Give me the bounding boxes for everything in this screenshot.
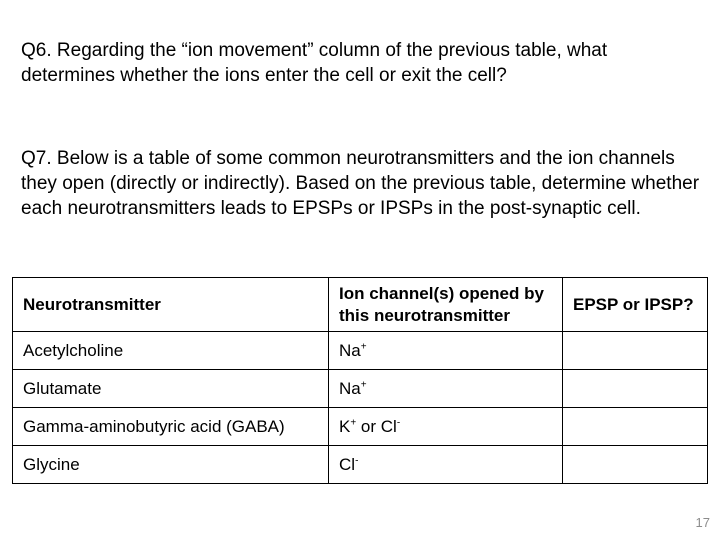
neurotransmitter-name: Glutamate xyxy=(13,370,329,408)
ion-joiner: or xyxy=(356,416,381,436)
table-row xyxy=(13,408,708,446)
epsp-ipsp-answer-cell[interactable] xyxy=(563,408,708,446)
page-number: 17 xyxy=(695,515,710,530)
ion-channel-cell xyxy=(329,332,563,370)
table-header-row xyxy=(13,278,708,332)
neurotransmitter-name: Acetylcholine xyxy=(13,332,329,370)
ion-channel-cell xyxy=(329,408,563,446)
ion-charge: + xyxy=(360,340,367,352)
question-7-text: Q7. Below is a table of some common neurotransmitters and the ion channels they open (directly or indirectly). Based on the previous table, determine whether each neurotransmitters leads to EPSPs or IPSPs in the post-synaptic cell. xyxy=(21,148,700,219)
table-row xyxy=(13,446,708,484)
header-ion-channels: Ion channel(s) opened by this neurotransmitter xyxy=(329,278,563,332)
ion-symbol: Na xyxy=(339,378,361,398)
neurotransmitter-name: Gamma-aminobutyric acid (GABA) xyxy=(13,408,329,446)
ion-charge: + xyxy=(360,378,367,390)
ion-symbol: Cl xyxy=(339,454,356,474)
header-epsp-or-ipsp: EPSP or IPSP? xyxy=(563,278,708,332)
ion-symbol: Cl xyxy=(380,416,397,436)
table-row xyxy=(13,332,708,370)
neurotransmitter-name: Glycine xyxy=(13,446,329,484)
ion-charge: - xyxy=(396,416,401,428)
header-neurotransmitter: Neurotransmitter xyxy=(13,278,329,332)
ion-symbol: K xyxy=(339,416,351,436)
ion-charge: + xyxy=(350,416,357,428)
neurotransmitter-table xyxy=(12,277,708,484)
ion-channel-cell xyxy=(329,370,563,408)
ion-symbol: Na xyxy=(339,340,361,360)
epsp-ipsp-answer-cell[interactable] xyxy=(563,370,708,408)
question-6-text: Q6. Regarding the “ion movement” column of the previous table, what determines whether the ions enter the cell or exit the cell? xyxy=(21,40,608,86)
table-row xyxy=(13,370,708,408)
epsp-ipsp-answer-cell[interactable] xyxy=(563,332,708,370)
epsp-ipsp-answer-cell[interactable] xyxy=(563,446,708,484)
ion-channel-cell xyxy=(329,446,563,484)
ion-charge: - xyxy=(355,454,359,466)
